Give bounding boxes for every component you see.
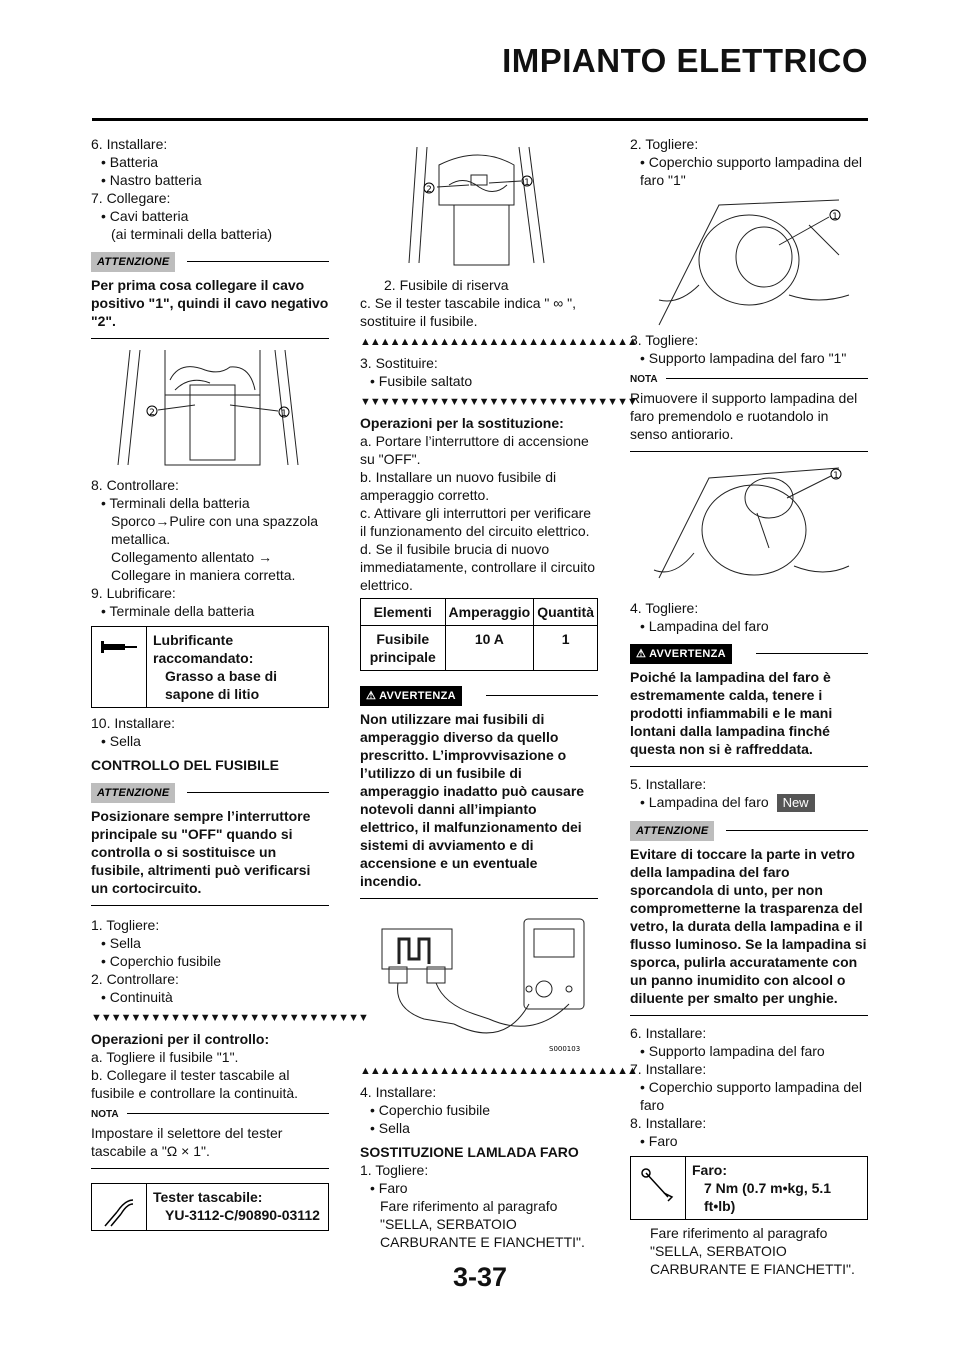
procedure-title: Operazioni per la sostituzione: <box>360 415 564 431</box>
table-header: Elementi <box>361 599 446 626</box>
lubricant-title: Lubrificante raccomandato: <box>153 632 254 666</box>
procedure-step: c. Attivare gli interruttori per verificare il funzionamento del circuito elettrico. <box>360 505 592 539</box>
note-text: Impostare il selettore del tester tascabile a "Ω × 1". <box>91 1124 329 1169</box>
step-1: 1. Togliere: <box>360 1162 429 1178</box>
warning-text: Non utilizzare mai fusibili di amperaggio diverso da quello prescritto. L’improvvisazione o l’utilizzo di un fusibile di amperaggio inadatto può causare notevoli danni all’impianto elettrico, il malfunzionamento dei sistemi di avviamento e di accensione e un eventuale incendio. <box>360 710 598 899</box>
note-label: NOTA <box>630 371 868 389</box>
grease-gun-icon <box>92 627 147 707</box>
attention-label: ATTENZIONE <box>91 252 175 272</box>
warning-notice <box>630 643 868 767</box>
procedure-step: a. Portare l’interruttore di accensione su "OFF". <box>360 433 589 467</box>
tester-value: YU-3112-C/90890-03112 <box>165 1207 320 1223</box>
bullet: • Sella <box>101 935 141 951</box>
bullet: • Terminale della batteria <box>101 603 255 619</box>
step-2: 2. Controllare: <box>91 971 179 987</box>
headlight-cover-figure <box>639 195 859 325</box>
bullet: • Batteria <box>101 154 159 170</box>
warning-text: Poiché la lampadina del faro è estremamente calda, tenere i prodotti infiammabili e le mani lontani dalla lampadina finché questa non si è raffreddata. <box>630 668 868 767</box>
figure-caption: 2. Fusibile di riserva <box>384 277 509 293</box>
table-row <box>361 626 598 671</box>
column-right <box>630 135 868 1278</box>
fuse-location-figure <box>379 145 579 270</box>
bullet: • Coperchio fusibile <box>101 953 222 969</box>
step-3: 3. Sostituire: <box>360 355 438 371</box>
attention-notice <box>91 782 329 906</box>
table-cell: 1 <box>534 626 598 671</box>
step-3: 3. Togliere: <box>630 332 699 348</box>
callout-1: 1 <box>524 178 530 188</box>
reference-text: Fare riferimento al paragrafo "SELLA, SERBATOIO CARBURANTE E FIANCHETTI". <box>380 1198 585 1250</box>
torque-value: 7 Nm (0.7 m•kg, 5.1 ft•lb) <box>704 1180 832 1214</box>
page-number: 3-37 <box>452 1262 508 1292</box>
tester-probe-icon <box>92 1184 147 1230</box>
procedure-end-marker: ▲▲▲▲▲▲▲▲▲▲▲▲▲▲▲▲▲▲▲▲▲▲▲▲▲▲▲▲ <box>360 336 637 348</box>
bullet: • Sella <box>101 733 141 749</box>
procedure-title: Operazioni per il controllo: <box>91 1031 270 1047</box>
attention-text: Evitare di toccare la parte in vetro della lampadina del faro sporcandola di unto, per non comprometterne la trasparenza del vetro, la durata della lampadina e il flusso luminoso. Se la lampadina si sporca, pulirla accuratamente con un panno inumidito con alcool o diluente per smalto per unghie. <box>630 845 868 1016</box>
attention-label: ATTENZIONE <box>91 783 175 803</box>
header-rule <box>92 118 868 121</box>
bullet: • Coperchio supporto lampadina del faro <box>640 1079 863 1113</box>
bullet: • Coperchio supporto lampadina del faro "1" <box>640 154 863 188</box>
warning-notice <box>360 685 598 899</box>
lubricant-value: Grasso a base di sapone di litio <box>165 668 278 702</box>
battery-figure <box>110 345 310 470</box>
bullet: • Faro <box>370 1180 408 1196</box>
note-text: Rimuovere il supporto lampadina del faro premendolo e ruotandolo in senso antiorario. <box>630 389 868 452</box>
step-4: 4. Installare: <box>360 1084 437 1100</box>
callout-2: 2 <box>149 408 155 418</box>
bullet: • Supporto lampadina del faro <box>640 1043 825 1059</box>
tester-title: Tester tascabile: <box>153 1189 263 1205</box>
bullet: • Lampadina del faro New <box>630 793 868 812</box>
step-4: 4. Togliere: <box>630 600 699 616</box>
step-1: 1. Togliere: <box>91 917 160 933</box>
torque-wrench-icon <box>631 1157 686 1219</box>
bullet: • Fusibile saltato <box>370 373 473 389</box>
procedure-end-marker: ▲▲▲▲▲▲▲▲▲▲▲▲▲▲▲▲▲▲▲▲▲▲▲▲▲▲▲▲ <box>360 1065 637 1077</box>
new-badge: New <box>777 794 815 812</box>
fuse-table <box>360 598 598 671</box>
table-header: Amperaggio <box>445 599 534 626</box>
tester-spec-box <box>91 1183 329 1231</box>
callout-1: 1 <box>832 212 838 222</box>
lubricant-spec-box <box>91 626 329 708</box>
torque-spec-box <box>630 1156 868 1220</box>
step-8: 8. Installare: <box>630 1115 707 1131</box>
figure-code: S000103 <box>549 1045 581 1053</box>
attention-label: ATTENZIONE <box>630 821 714 841</box>
procedure-step: c. Se il tester tascabile indica " ∞ ", sostituire il fusibile. <box>360 295 577 329</box>
bulb-holder-figure <box>639 458 859 593</box>
table-cell: 10 A <box>445 626 534 671</box>
step-6: 6. Installare: <box>91 136 168 152</box>
procedure-step: b. Installare un nuovo fusibile di amperaggio corretto. <box>360 469 557 503</box>
procedure-step: a. Togliere il fusibile "1". <box>91 1049 239 1065</box>
check-text: Sporco→Pulire con una spazzola metallica. <box>111 513 319 547</box>
step-6: 6. Installare: <box>630 1025 707 1041</box>
bullet: • Lampadina del faro <box>640 618 769 634</box>
warning-label: ⚠ AVVERTENZA <box>360 686 462 706</box>
step-10: 10. Installare: <box>91 715 176 731</box>
procedure-step: b. Collegare il tester tascabile al fusibile e controllare la continuità. <box>91 1067 299 1101</box>
procedure-start-marker: ▼▼▼▼▼▼▼▼▼▼▼▼▼▼▼▼▼▼▼▼▼▼▼▼▼▼▼▼ <box>91 1012 368 1024</box>
warning-label: ⚠ AVVERTENZA <box>630 644 732 664</box>
reference-text: Fare riferimento al paragrafo "SELLA, SERBATOIO CARBURANTE E FIANCHETTI". <box>650 1225 855 1277</box>
torque-title: Faro: <box>692 1162 727 1178</box>
bullet: • Cavi batteria <box>101 208 189 224</box>
check-text: Collegamento allentato → Collegare in maniera corretta. <box>111 549 296 583</box>
section-heading: CONTROLLO DEL FUSIBILE <box>91 757 279 773</box>
procedure-step: d. Se il fusibile brucia di nuovo immediatamente, controllare il circuito elettrico. <box>360 541 595 593</box>
bullet: • Supporto lampadina del faro "1" <box>640 350 847 366</box>
step-7: 7. Installare: <box>630 1061 707 1077</box>
note-label: NOTA <box>91 1106 329 1124</box>
bullet: • Faro <box>640 1133 678 1149</box>
callout-1: 1 <box>281 409 287 419</box>
callout-2: 2 <box>426 185 432 195</box>
bullet: • Continuità <box>101 989 173 1005</box>
procedure-start-marker: ▼▼▼▼▼▼▼▼▼▼▼▼▼▼▼▼▼▼▼▼▼▼▼▼▼▼▼▼ <box>360 396 637 408</box>
table-cell: Fusibile principale <box>361 626 446 671</box>
attention-notice <box>91 251 329 339</box>
step-7: 7. Collegare: <box>91 190 171 206</box>
attention-text: Per prima cosa collegare il cavo positivo "1", quindi il cavo negativo "2". <box>91 276 329 339</box>
page-title: IMPIANTO ELETTRICO <box>502 42 868 79</box>
bullet: • Terminali della batteria <box>101 495 250 511</box>
step-5: 5. Installare: <box>630 776 707 792</box>
attention-text: Posizionare sempre l’interruttore principale su "OFF" quando si controlla o si sostituisce un fusibile, altrimenti può verificarsi un cortocircuito. <box>91 807 329 906</box>
section-heading: SOSTITUZIONE LAMLADA FARO <box>360 1144 579 1160</box>
bullet: • Nastro batteria <box>101 172 202 188</box>
step-8: 8. Controllare: <box>91 477 179 493</box>
bullet-text: (ai terminali della batteria) <box>111 226 273 242</box>
column-left <box>91 135 368 1231</box>
step-2: 2. Togliere: <box>630 136 699 152</box>
callout-1: 1 <box>833 471 839 481</box>
bullet: • Coperchio fusibile <box>370 1102 491 1118</box>
bullet: • Sella <box>370 1120 410 1136</box>
column-middle <box>360 135 637 1251</box>
step-9: 9. Lubrificare: <box>91 585 176 601</box>
attention-notice <box>630 820 868 1016</box>
table-header: Quantità <box>534 599 598 626</box>
fuse-test-figure <box>364 909 594 1059</box>
